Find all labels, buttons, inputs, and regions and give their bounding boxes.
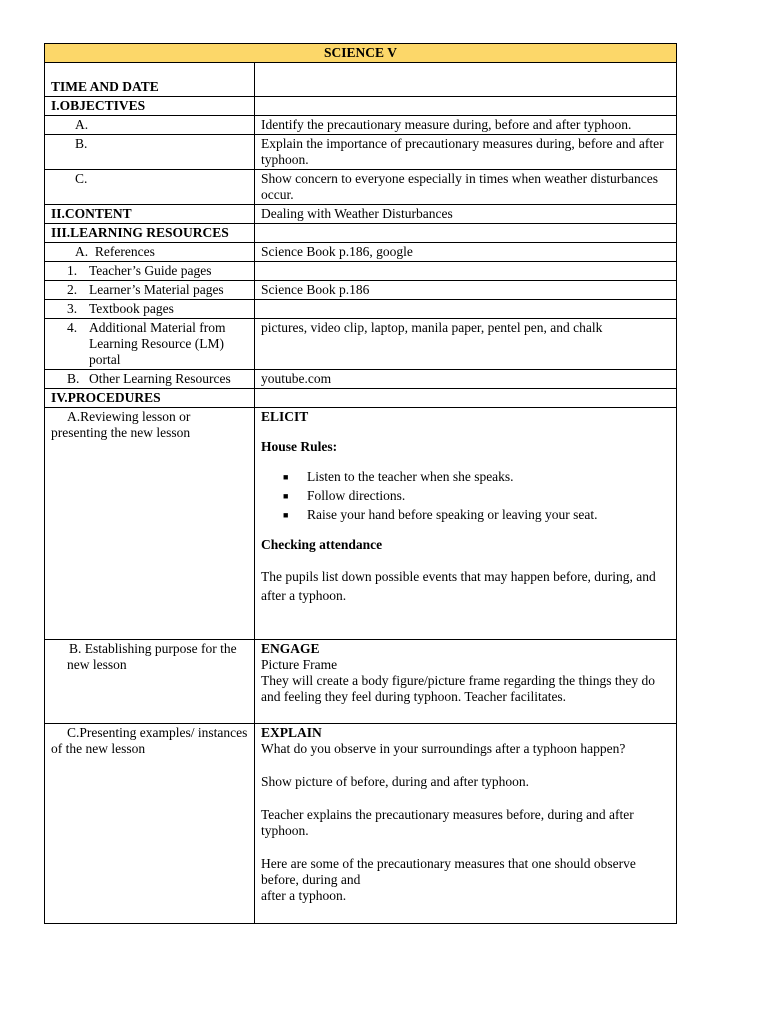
house-rules-label: House Rules: — [261, 439, 338, 454]
resource-label: Additional Material from Learning Resource (LM) portal — [89, 320, 226, 367]
other-resources-row — [45, 370, 677, 389]
procedure-c-row — [45, 724, 677, 924]
objective-letter: B. — [45, 135, 255, 170]
learning-resources-blank — [255, 224, 677, 243]
procedure-b-label: B. Establishing purpose for the new lesson — [45, 640, 255, 724]
resource-label: Learner’s Material pages — [89, 282, 224, 297]
time-and-date-row — [45, 63, 677, 97]
objectives-row — [45, 97, 677, 116]
other-resources-value: youtube.com — [255, 370, 677, 389]
procedure-a-paragraph: The pupils list down possible events that may happen before, during, and after a typhoon. — [261, 569, 656, 603]
title-row — [45, 44, 677, 63]
references-row — [45, 243, 677, 262]
bullet-icon: ■ — [283, 472, 289, 482]
objective-row — [45, 170, 677, 205]
objective-text: Show concern to everyone especially in times when weather disturbances occur. — [255, 170, 677, 205]
other-resources-label: Other Learning Resources — [89, 371, 231, 386]
learning-resources-row — [45, 224, 677, 243]
procedure-c-paragraph: Show picture of before, during and after typhoon. — [261, 774, 530, 789]
resource-number: 1. — [67, 263, 78, 278]
content-label: II.CONTENT — [45, 205, 255, 224]
content-value: Dealing with Weather Disturbances — [255, 205, 677, 224]
resource-label: Textbook pages — [89, 301, 174, 316]
resource-label: Teacher’s Guide pages — [89, 263, 212, 278]
objective-row — [45, 116, 677, 135]
list-item: ■ Follow directions. — [283, 488, 406, 503]
table-title: SCIENCE V — [45, 44, 677, 63]
resource-number: 2. — [67, 282, 78, 297]
procedure-c-paragraph: What do you observe in your surroundings after a typhoon happen? — [261, 741, 626, 756]
bullet-icon: ■ — [283, 510, 289, 520]
procedure-c-heading: EXPLAIN — [261, 725, 322, 740]
resource-value — [255, 300, 677, 319]
list-item: ■ Raise your hand before speaking or leaving your seat. — [283, 507, 598, 522]
procedure-b-subheading: Picture Frame — [261, 657, 338, 672]
procedures-blank — [255, 389, 677, 408]
resource-sub-row — [45, 281, 677, 300]
objectives-label: I.OBJECTIVES — [45, 97, 255, 116]
learning-resources-label: III.LEARNING RESOURCES — [45, 224, 255, 243]
resource-sub-row — [45, 262, 677, 281]
content-row — [45, 205, 677, 224]
procedure-c-label: C.Presenting examples/ instances of the new lesson — [45, 724, 255, 924]
procedure-c-paragraph: Teacher explains the precautionary measures before, during and after typhoon. — [261, 807, 634, 838]
house-rules-list — [261, 469, 670, 523]
bullet-icon: ■ — [283, 491, 289, 501]
resource-number: 3. — [67, 301, 78, 316]
other-resources-letter: B. — [67, 371, 80, 386]
resource-sub-row — [45, 300, 677, 319]
resource-sub-row — [45, 319, 677, 370]
procedure-b-row — [45, 640, 677, 724]
objective-letter: A. — [45, 116, 255, 135]
time-and-date-value — [255, 63, 677, 97]
objectives-blank — [255, 97, 677, 116]
references-label: A. References — [45, 243, 255, 262]
resource-value: Science Book p.186 — [255, 281, 677, 300]
objective-text: Explain the importance of precautionary measures during, before and after typhoon. — [255, 135, 677, 170]
procedure-b-heading: ENGAGE — [261, 641, 320, 656]
procedure-c-paragraph: Here are some of the precautionary measures that one should observe before, during and — [261, 856, 636, 887]
procedure-b-paragraph: They will create a body figure/picture frame regarding the things they do and feeling they feel during typhoon. Teacher facilitates. — [261, 673, 655, 704]
resource-value: pictures, video clip, laptop, manila paper, pentel pen, and chalk — [255, 319, 677, 370]
objective-text: Identify the precautionary measure during, before and after typhoon. — [255, 116, 677, 135]
references-value: Science Book p.186, google — [255, 243, 677, 262]
procedure-a-heading: ELICIT — [261, 409, 309, 424]
time-and-date-label: TIME AND DATE — [45, 63, 255, 97]
lesson-plan-table — [44, 43, 677, 924]
procedures-label: IV.PROCEDURES — [45, 389, 255, 408]
resource-number: 4. — [67, 320, 78, 335]
checking-attendance-label: Checking attendance — [261, 537, 383, 552]
procedures-row — [45, 389, 677, 408]
resource-value — [255, 262, 677, 281]
procedure-c-paragraph: after a typhoon. — [261, 888, 347, 903]
objective-row — [45, 135, 677, 170]
list-item: ■ Listen to the teacher when she speaks. — [283, 469, 514, 484]
objective-letter: C. — [45, 170, 255, 205]
procedure-a-row — [45, 408, 677, 640]
procedure-a-label: A.Reviewing lesson or presenting the new lesson — [45, 408, 255, 640]
